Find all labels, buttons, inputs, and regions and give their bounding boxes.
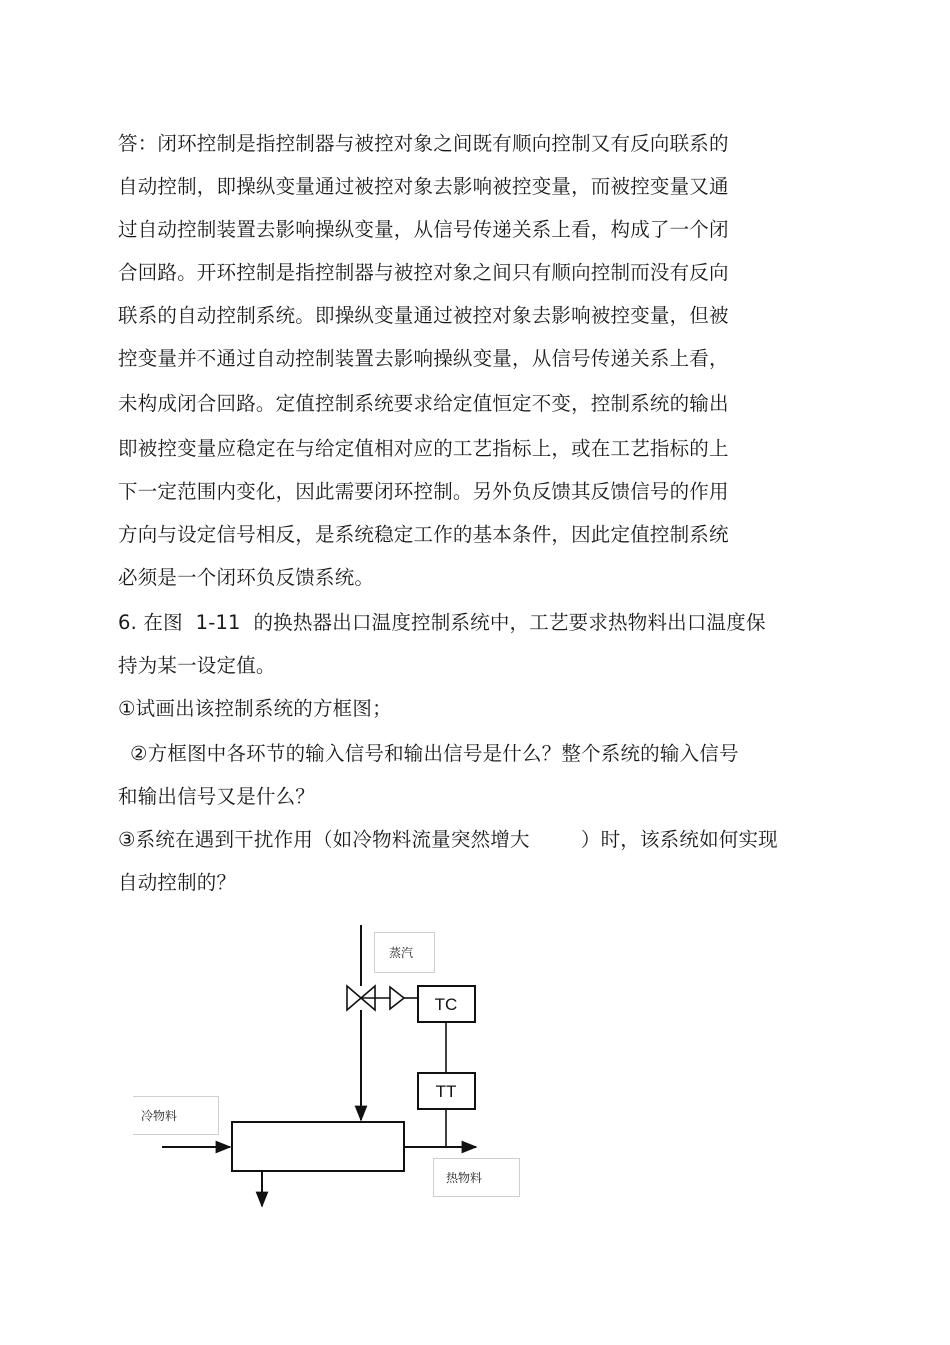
answer-line: 控变量并不通过自动控制装置去影响操纵变量，从信号传递关系上看， <box>118 347 729 370</box>
answer-line: 自动控制，即操纵变量通过被控对象去影响被控变量，而被控变量又通 <box>118 175 729 198</box>
answer-line: 联系的自动控制系统。即操纵变量通过被控对象去影响被控变量，但被 <box>118 304 729 327</box>
steam-label: 蒸汽 <box>389 946 414 960</box>
question-item-3-cont: 自动控制的？ <box>118 871 237 894</box>
control-valve-icon <box>347 986 418 1010</box>
answer-line: 未构成闭合回路。定值控制系统要求给定值恒定不变，控制系统的输出 <box>118 392 729 415</box>
question-item-3: ③系统在遇到干扰作用（如冷物料流量突然增大 ）时，该系统如何实现 <box>118 828 778 851</box>
cold-material-label-box <box>133 1096 219 1135</box>
cold-material-label: 冷物料 <box>141 1109 178 1123</box>
heat-exchanger-body <box>232 1122 404 1171</box>
hot-material-label-box <box>433 1158 520 1197</box>
question-line: 持为某一设定值。 <box>118 654 276 677</box>
answer-line: 合回路。开环控制是指控制器与被控对象之间只有顺向控制而没有反向 <box>118 261 729 284</box>
hot-material-label: 热物料 <box>446 1171 483 1185</box>
answer-line: 答：闭环控制是指控制器与被控对象之间既有顺向控制又有反向联系的 <box>118 132 729 155</box>
answer-line: 必须是一个闭环负反馈系统。 <box>118 566 375 589</box>
question-item-1: ①试画出该控制系统的方框图； <box>118 697 392 720</box>
steam-label-box <box>374 932 435 973</box>
answer-line: 下一定范围内变化，因此需要闭环控制。另外负反馈其反馈信号的作用 <box>118 480 729 503</box>
answer-line: 方向与设定信号相反，是系统稳定工作的基本条件，因此定值控制系统 <box>118 523 729 546</box>
tt-label: TT <box>435 1082 457 1101</box>
tc-label: TC <box>434 995 458 1014</box>
answer-line: 过自动控制装置去影响操纵变量，从信号传递关系上看，构成了一个闭 <box>118 218 729 241</box>
question-item-2-cont: 和输出信号又是什么？ <box>118 785 316 808</box>
answer-line: 即被控变量应稳定在与给定值相对应的工艺指标上，或在工艺指标的上 <box>118 437 729 460</box>
question-line: 6. 在图 1-11 的换热器出口温度控制系统中，工艺要求热物料出口温度保 <box>118 611 766 634</box>
question-item-2: ②方框图中各环节的输入信号和输出信号是什么？整个系统的输入信号 <box>130 742 739 765</box>
